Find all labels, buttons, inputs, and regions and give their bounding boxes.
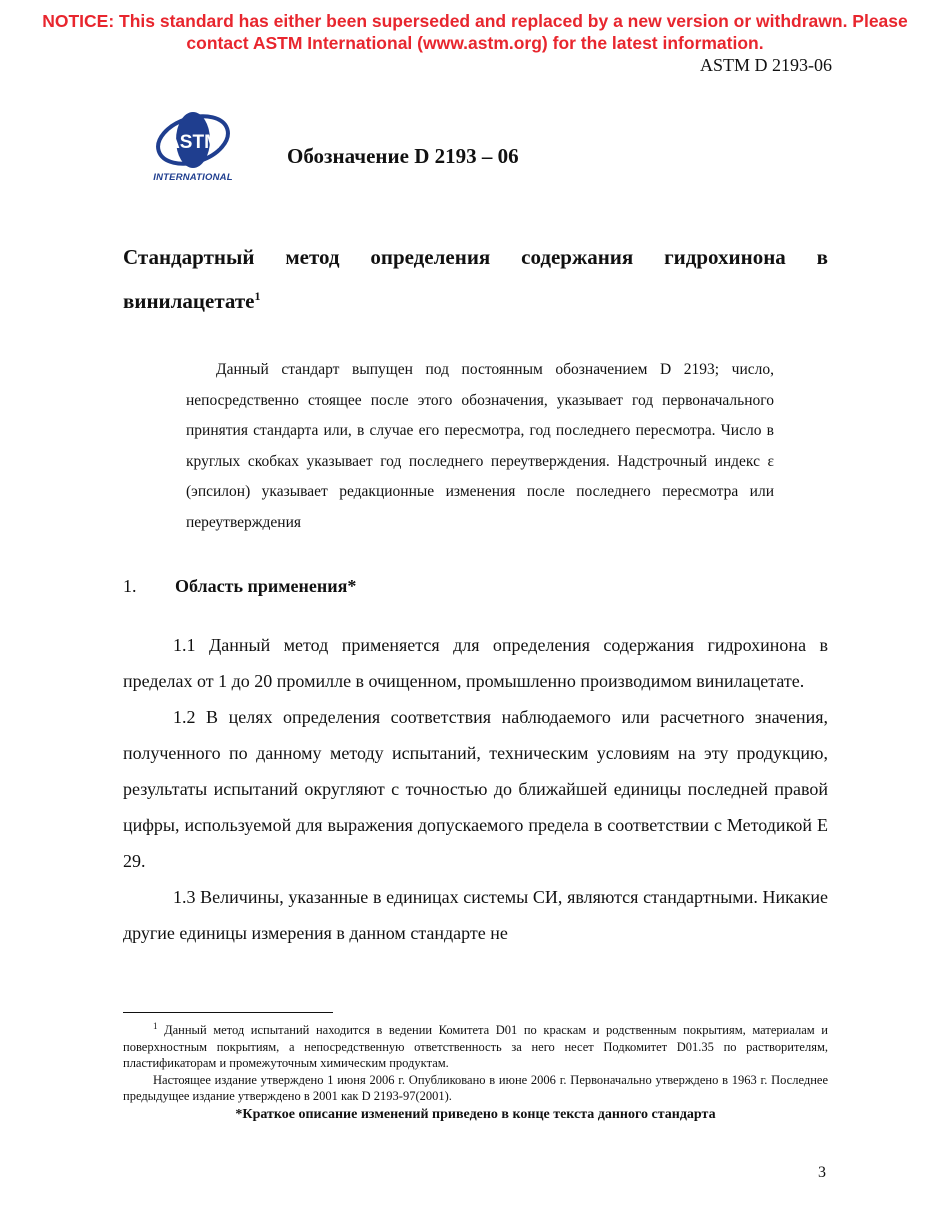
- section-body: [123, 627, 828, 951]
- logo-letters: ASTM: [166, 132, 220, 153]
- withdrawal-notice: [0, 10, 950, 54]
- astm-logo: [148, 108, 238, 188]
- paragraph-1-2: 1.2 В целях определения соответствия наблюдаемого или расчетного значения, полученного по данному методу испытаний, техническим условиям на эту продукцию, результаты испытаний округляют с точностью до ближайшей единицы последней правой цифры, используемой для выражения допускаемого предела в соответствии с Методикой E 29.: [123, 707, 828, 871]
- logo-wordmark: INTERNATIONAL: [153, 172, 233, 183]
- designation: Обозначение D 2193 – 06: [287, 144, 519, 168]
- footnotes: [123, 1018, 828, 1123]
- footnote-mark: 1: [153, 1021, 158, 1031]
- astm-logo-icon: [148, 108, 238, 174]
- designation-note: Данный стандарт выпущен под постоянным обозначением D 2193; число, непосредственно стоящее после этого обозначения, указывает год первоначального принятия стандарта или, в случае его пересмотра, год последнего пересмотра. Число в круглых скобках указывает год последнего переутверждения. Надстрочный индекс ε (эпсилон) указывает редакционные изменения после последнего пересмотра или переутверждения: [186, 361, 774, 531]
- summary-of-changes-note: *Краткое описание изменений приведено в конце текста данного стандарта: [235, 1106, 716, 1122]
- title-text: Стандартный метод определения содержания гидрохинона в винилацетате: [123, 245, 828, 313]
- page-number: 3: [818, 1164, 826, 1181]
- paragraph-1-3: 1.3 Величины, указанные в единицах системы СИ, являются стандартными. Никакие другие единицы измерения в данном стандарте не: [123, 887, 828, 943]
- paragraph-1-1: 1.1 Данный метод применяется для определения содержания гидрохинона в пределах от 1 до 20 промилле в очищенном, промышленно производимом винилацетате.: [123, 635, 828, 691]
- section-heading: [123, 576, 356, 597]
- footnote-rule: [123, 1012, 333, 1013]
- document-id: ASTM D 2193-06: [699, 55, 832, 75]
- section-title: Область применения*: [175, 576, 357, 596]
- notice-line-2: contact ASTM International (www.astm.org) for the latest information.: [186, 33, 764, 53]
- document-title: [123, 238, 828, 321]
- footnote-1-text: Данный метод испытаний находится в ведении Комитета D01 по краскам и родственным покрытиям, материалам и поверхностным покрытиям, а непосредственную ответственность за него несет Подкомитет D01.35 по растворителям, пластификаторам и промежуточным химическим продуктам.: [123, 1023, 828, 1071]
- footnote-1: [123, 1018, 828, 1072]
- footnote-edition: Настоящее издание утверждено 1 июня 2006 г. Опубликовано в июне 2006 г. Первоначально утверждено в 1963 г. Последнее предыдущее издание утверждено в 2001 как D 2193-97(2001).: [123, 1072, 828, 1104]
- notice-line-1: NOTICE: This standard has either been superseded and replaced by a new version or withdrawn. Please: [42, 11, 908, 31]
- title-footnote-mark: 1: [254, 289, 261, 303]
- section-number: 1.: [123, 576, 137, 596]
